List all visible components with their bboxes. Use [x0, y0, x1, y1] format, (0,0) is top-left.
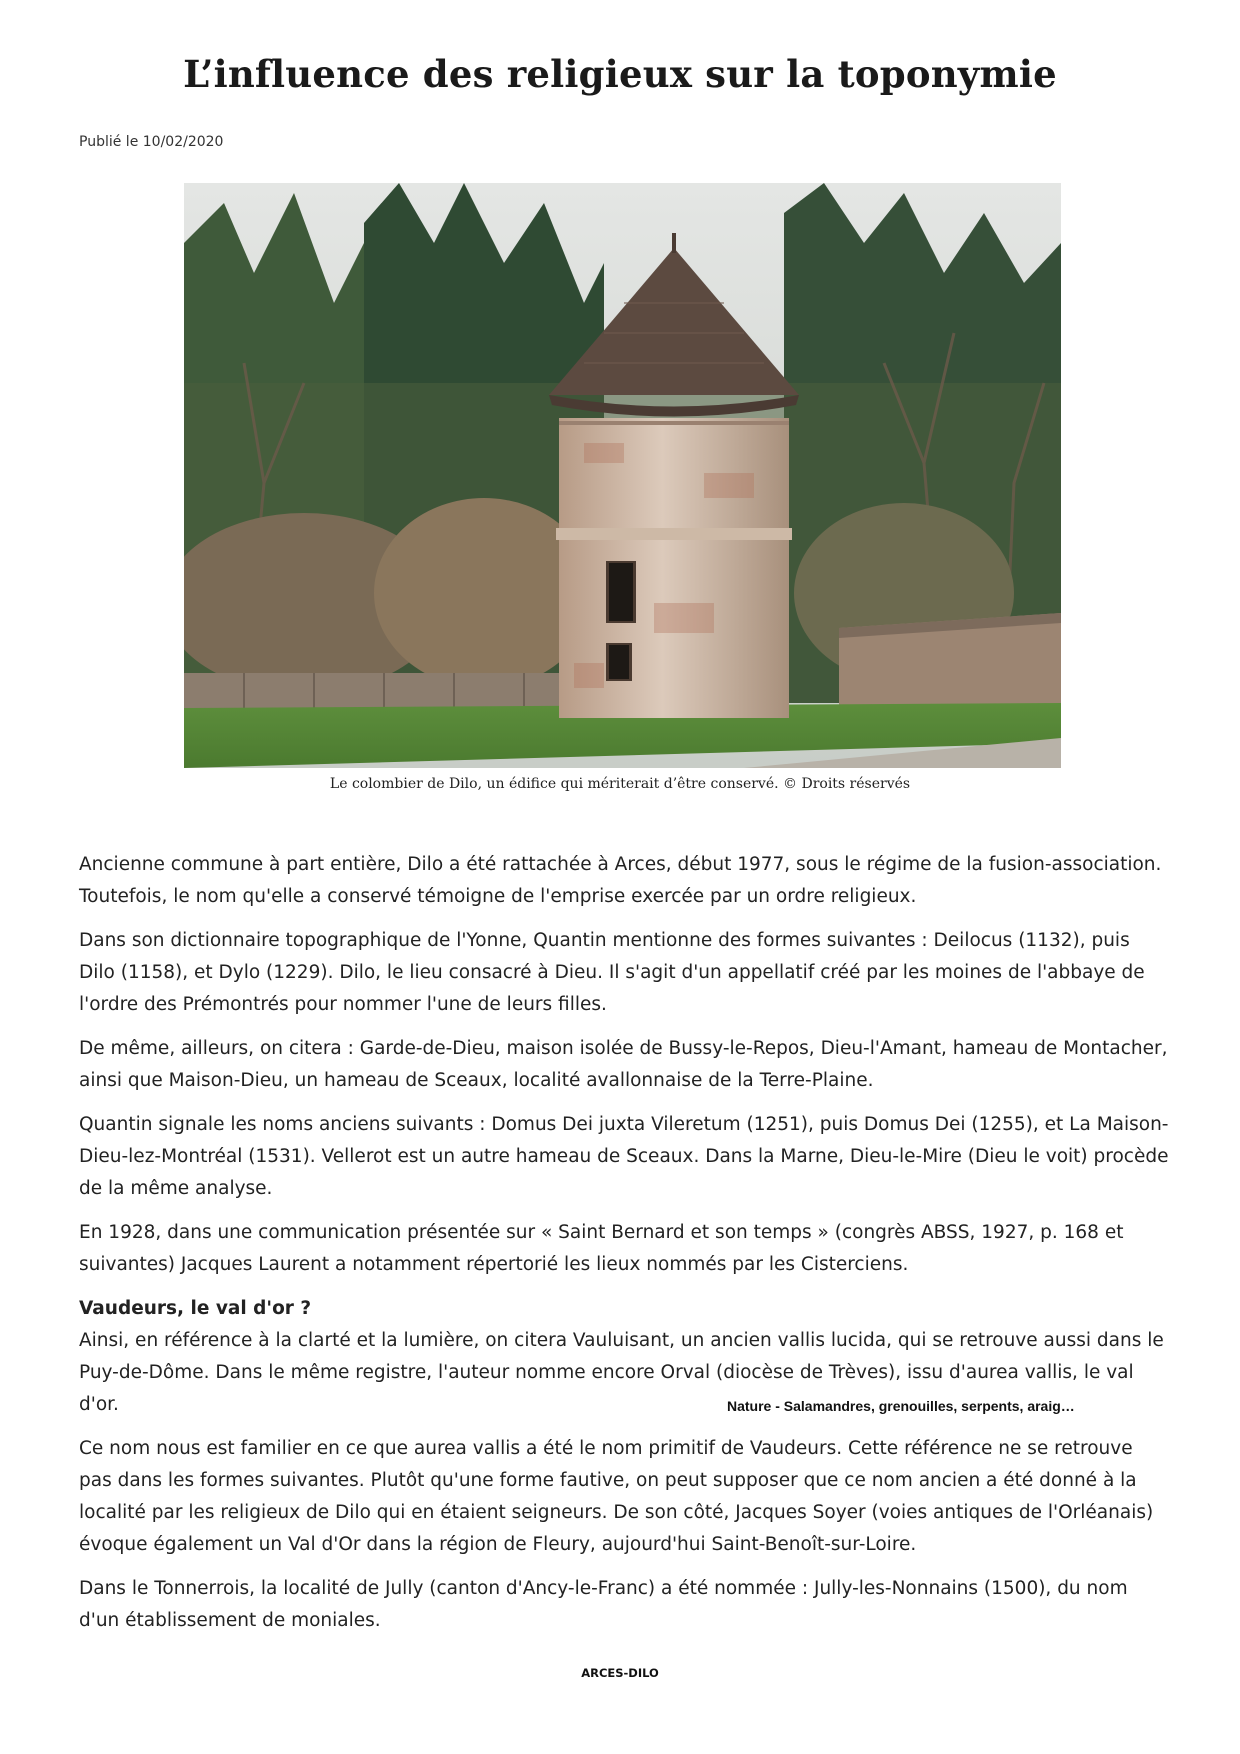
- paragraph: Ainsi, en référence à la clarté et la lumière, on citera Vauluisant, un ancien vallis lucida, qui se retrouve aussi dans le Puy-de-Dôme. Dans le même registre, l'auteur nomme encore Orval (diocèse de Trèves), issu d'aurea vallis, le val d'or.: [79, 1330, 1164, 1415]
- paragraph: Quantin signale les noms anciens suivants : Domus Dei juxta Vileretum (1251), puis Domus Dei (1255), et La Maison-Dieu-lez-Montréal (1531). Vellerot est un autre hameau de Sceaux. Dans la Marne, Dieu-le-Mire (Dieu le voit) procède de la même analyse.: [79, 1114, 1169, 1199]
- related-article-link[interactable]: Nature - Salamandres, grenouilles, serpents, araig…: [727, 1398, 1075, 1414]
- article-body: [79, 849, 1171, 1649]
- paragraph: De même, ailleurs, on citera : Garde-de-Dieu, maison isolée de Bussy-le-Repos, Dieu-l'Amant, hameau de Montacher, ainsi que Maison-Dieu, un hameau de Sceaux, localité avallonnaise de la Terre-Plaine.: [79, 1038, 1168, 1091]
- article-photo: [184, 183, 1061, 768]
- paragraph: Ancienne commune à part entière, Dilo a été rattachée à Arces, début 1977, sous le régime de la fusion-association. Toutefois, le nom qu'elle a conservé témoigne de l'emprise exercée par un ordre religieux.: [79, 854, 1162, 907]
- dovecote-illustration: [184, 183, 1061, 768]
- article-title: L’influence des religieux sur la toponymie: [183, 52, 1057, 96]
- section-subheading: Vaudeurs, le val d'or ?: [79, 1298, 312, 1319]
- paragraph: Ce nom nous est familier en ce que aurea vallis a été le nom primitif de Vaudeurs. Cette référence ne se retrouve pas dans les formes suivantes. Plutôt qu'une forme fautive, on peut supposer que ce nom ancien a été donné à la localité par les religieux de Dilo qui en étaient seigneurs. De son côté, Jacques Soyer (voies antiques de l'Orléanais) évoque également un Val d'Or dans la région de Fleury, aujourd'hui Saint-Benoît-sur-Loire.: [79, 1438, 1154, 1555]
- paragraph: Dans le Tonnerrois, la localité de Jully (canton d'Ancy-le-Franc) a été nommée : Jully-les-Nonnains (1500), du nom d'un établissement de moniales.: [79, 1578, 1128, 1631]
- footer-tag[interactable]: ARCES-DILO: [581, 1666, 659, 1680]
- photo-caption: Le colombier de Dilo, un édifice qui mériterait d’être conservé. © Droits réservés: [329, 776, 911, 792]
- paragraph: Dans son dictionnaire topographique de l'Yonne, Quantin mentionne des formes suivantes : Deilocus (1132), puis Dilo (1158), et Dylo (1229). Dilo, le lieu consacré à Dieu. Il s'agit d'un appellatif créé par les moines de l'abbaye de l'ordre des Prémontrés pour nommer l'une de leurs filles.: [79, 930, 1145, 1015]
- publication-date: Publié le 10/02/2020: [79, 134, 224, 150]
- paragraph: En 1928, dans une communication présentée sur « Saint Bernard et son temps » (congrès ABSS, 1927, p. 168 et suivantes) Jacques Laurent a notamment répertorié les lieux nommés par les Cisterciens.: [79, 1222, 1124, 1275]
